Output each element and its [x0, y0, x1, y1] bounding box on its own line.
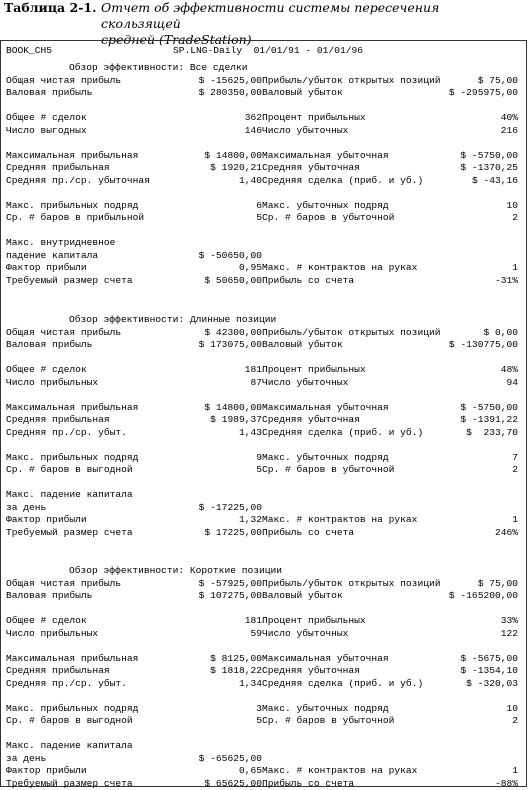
metric-label: Требуемый размер счета: [6, 274, 133, 286]
metric-label: Прибыль со счета: [262, 526, 355, 538]
metric-value: 122: [500, 627, 518, 639]
metric-value: $ 0,00: [483, 326, 518, 338]
metric-label: Процент прибыльных: [262, 112, 366, 123]
table-caption: [0, 0, 530, 47]
performance-report: [0, 40, 527, 787]
metric-label: Требуемый размер счета: [6, 777, 133, 789]
metric-value: 181: [244, 364, 262, 375]
metric-label: Требуемый размер счета: [6, 526, 133, 538]
metric-value: 1: [512, 514, 518, 525]
metric-value: 94: [506, 376, 518, 388]
metric-label: Макс. падение капитала: [6, 489, 133, 500]
metric-value: -88%: [494, 777, 518, 789]
metric-value: $ -295975,00: [448, 87, 518, 98]
section-title: Обзор эффективности: Длинные позиции: [69, 314, 277, 325]
metric-label: Средняя убыточная: [262, 414, 360, 425]
metric-label: Макс. # контрактов на руках: [262, 262, 418, 273]
metric-label: Общая чистая прибыль: [6, 74, 122, 86]
metric-value: 181: [244, 615, 262, 626]
metric-value: $ -1391,22: [460, 414, 518, 425]
metric-value: $ -5750,00: [460, 401, 518, 413]
metric-value: $ 1920,21: [210, 162, 262, 173]
metric-label: Макс. # контрактов на руках: [262, 514, 418, 525]
metric-label: Валовая прибыль: [6, 590, 93, 601]
metric-label: Число прибыльных: [6, 376, 99, 388]
metric-value: 10: [506, 199, 518, 211]
metric-value: 1,32: [238, 514, 262, 525]
report-header-symbol-range: SP.LNG-Daily 01/01/91 - 01/01/96: [173, 45, 363, 56]
metric-value: $ -130775,00: [448, 339, 518, 350]
metric-label: Макс. прибыльных подряд: [6, 199, 139, 211]
metric-value: $ 17225,00: [204, 526, 262, 538]
metric-label: Валовая прибыль: [6, 339, 93, 350]
metric-label: Средняя прибыльная: [6, 665, 110, 676]
metric-label: Макс. # контрактов на руках: [262, 765, 418, 776]
metric-value: $ 75,00: [477, 74, 518, 86]
metric-label: Прибыль/убыток открытых позиций: [262, 326, 441, 338]
metric-value: 2: [512, 715, 518, 726]
metric-label: Средняя прибыльная: [6, 162, 110, 173]
metric-label: за день: [6, 501, 47, 513]
metric-label: Валовая прибыль: [6, 87, 93, 98]
metric-value: 5: [256, 464, 262, 475]
metric-label: Процент прибыльных: [262, 615, 366, 626]
metric-value: $ 1989,37: [210, 414, 262, 425]
section-title: Обзор эффективности: Все сделки: [69, 62, 248, 73]
table-number: Таблица 2-1.: [4, 0, 97, 15]
metric-label: Ср. # баров в выгодной: [6, 715, 133, 726]
metric-label: Число убыточных: [262, 124, 349, 136]
metric-value: 2: [512, 212, 518, 223]
metric-label: Общее # сделок: [6, 112, 87, 123]
metric-value: $ -5675,00: [460, 652, 518, 664]
metric-value: 5: [256, 715, 262, 726]
metric-label: Валовый убыток: [262, 590, 343, 601]
metric-value: 87: [250, 376, 262, 388]
metric-label: Макс. внутридневное: [6, 237, 116, 248]
metric-value: $ -1354,10: [460, 665, 518, 676]
metric-value: 59: [250, 627, 262, 639]
metric-label: Прибыль/убыток открытых позиций: [262, 74, 441, 86]
metric-label: Средняя убыточная: [262, 665, 360, 676]
metric-value: $ 42300,00: [204, 326, 262, 338]
metric-value: 2: [512, 464, 518, 475]
metric-value: 1,43: [238, 426, 262, 438]
metric-value: $ -17225,00: [198, 501, 262, 513]
table-title-line-2: средней (TradeStation): [101, 32, 252, 47]
metric-value: 10: [506, 702, 518, 714]
metric-label: Число прибыльных: [6, 627, 99, 639]
metric-label: Максимальная прибыльная: [6, 401, 139, 413]
metric-value: 48%: [500, 364, 518, 375]
metric-value: $ -165200,00: [448, 590, 518, 601]
metric-label: Прибыль со счета: [262, 274, 355, 286]
metric-value: 0,95: [238, 262, 262, 273]
metric-label: Общее # сделок: [6, 615, 87, 626]
metric-label: Прибыль со счета: [262, 777, 355, 789]
metric-label: Ср. # баров в убыточной: [262, 212, 395, 223]
metric-value: 216: [500, 124, 518, 136]
metric-value: $ -5750,00: [460, 149, 518, 161]
metric-value: 9: [256, 451, 262, 463]
metric-label: Валовый убыток: [262, 339, 343, 350]
metric-label: Максимальная прибыльная: [6, 652, 139, 664]
metric-value: 362: [244, 112, 262, 123]
metric-label: Ср. # баров в прибыльной: [6, 212, 145, 223]
metric-value: 0,65: [238, 765, 262, 776]
metric-label: Валовый убыток: [262, 87, 343, 98]
metric-label: Максимальная убыточная: [262, 652, 389, 664]
metric-value: $ -65625,00: [198, 752, 262, 764]
metric-value: $ 107275,00: [198, 590, 262, 601]
metric-label: Число убыточных: [262, 627, 349, 639]
metric-label: за день: [6, 752, 47, 764]
metric-value: $ 50650,00: [204, 274, 262, 286]
metric-value: $ 173075,00: [198, 339, 262, 350]
metric-label: Макс. прибыльных подряд: [6, 702, 139, 714]
metric-label: Процент прибыльных: [262, 364, 366, 375]
metric-value: 5: [256, 212, 262, 223]
metric-label: Средняя пр./ср. убыт.: [6, 677, 127, 689]
metric-value: 3: [256, 702, 262, 714]
metric-label: Общая чистая прибыль: [6, 577, 122, 589]
metric-value: $ 280350,00: [198, 87, 262, 98]
metric-label: Средняя пр./ср. убыт.: [6, 426, 127, 438]
metric-value: $ 14800,00: [204, 401, 262, 413]
metric-label: Максимальная прибыльная: [6, 149, 139, 161]
metric-label: Средняя сделка (приб. и уб.): [262, 174, 424, 186]
metric-label: Макс. убыточных подряд: [262, 702, 389, 714]
metric-value: $ -320,03: [466, 677, 518, 689]
metric-label: Ср. # баров в убыточной: [262, 715, 395, 726]
metric-label: Общее # сделок: [6, 364, 87, 375]
metric-value: $ 65625,00: [204, 777, 262, 789]
metric-label: Средняя пр./ср. убыточная: [6, 174, 150, 186]
metric-value: $ 233,70: [466, 426, 518, 438]
metric-value: 40%: [500, 112, 518, 123]
metric-label: Максимальная убыточная: [262, 149, 389, 161]
metric-value: $ -50650,00: [198, 249, 262, 261]
metric-value: 1: [512, 262, 518, 273]
metric-label: Средняя сделка (приб. и уб.): [262, 677, 424, 689]
report-header-strategy: BOOK_CH5: [6, 45, 53, 56]
metric-label: Ср. # баров в выгодной: [6, 464, 133, 475]
metric-value: 246%: [494, 526, 518, 538]
metric-label: Макс. убыточных подряд: [262, 199, 389, 211]
metric-value: 146: [244, 124, 262, 136]
metric-label: Средняя убыточная: [262, 162, 360, 173]
table-title-line-1: Отчет об эффективности системы пересечения скользящей: [101, 0, 440, 31]
metric-value: -31%: [494, 274, 518, 286]
metric-value: $ 1818,22: [210, 665, 262, 676]
metric-value: $ -15625,00: [198, 74, 262, 86]
metric-label: Фактор прибыли: [6, 514, 87, 525]
metric-value: $ -57925,00: [198, 577, 262, 589]
metric-value: 1,40: [238, 174, 262, 186]
metric-value: $ -1370,25: [460, 162, 518, 173]
metric-label: Фактор прибыли: [6, 765, 87, 776]
metric-value: 1,34: [238, 677, 262, 689]
metric-label: Макс. убыточных подряд: [262, 451, 389, 463]
metric-label: Прибыль/убыток открытых позиций: [262, 577, 441, 589]
metric-value: $ 8125,00: [210, 652, 262, 664]
metric-value: $ -43,16: [471, 174, 518, 186]
metric-label: Число выгодных: [6, 124, 87, 136]
metric-label: Общая чистая прибыль: [6, 326, 122, 338]
section-title: Обзор эффективности: Короткие позиции: [69, 565, 283, 576]
metric-value: 6: [256, 199, 262, 211]
metric-value: $ 14800,00: [204, 149, 262, 161]
metric-label: Число убыточных: [262, 376, 349, 388]
metric-label: Макс. падение капитала: [6, 740, 133, 751]
metric-label: Ср. # баров в убыточной: [262, 464, 395, 475]
metric-label: падение капитала: [6, 249, 99, 261]
metric-label: Максимальная убыточная: [262, 401, 389, 413]
metric-value: $ 75,00: [477, 577, 518, 589]
metric-label: Средняя прибыльная: [6, 414, 110, 425]
metric-label: Фактор прибыли: [6, 262, 87, 273]
metric-value: 33%: [500, 615, 518, 626]
metric-label: Средняя сделка (приб. и уб.): [262, 426, 424, 438]
metric-value: 1: [512, 765, 518, 776]
metric-label: Макс. прибыльных подряд: [6, 451, 139, 463]
metric-value: 7: [512, 451, 518, 463]
